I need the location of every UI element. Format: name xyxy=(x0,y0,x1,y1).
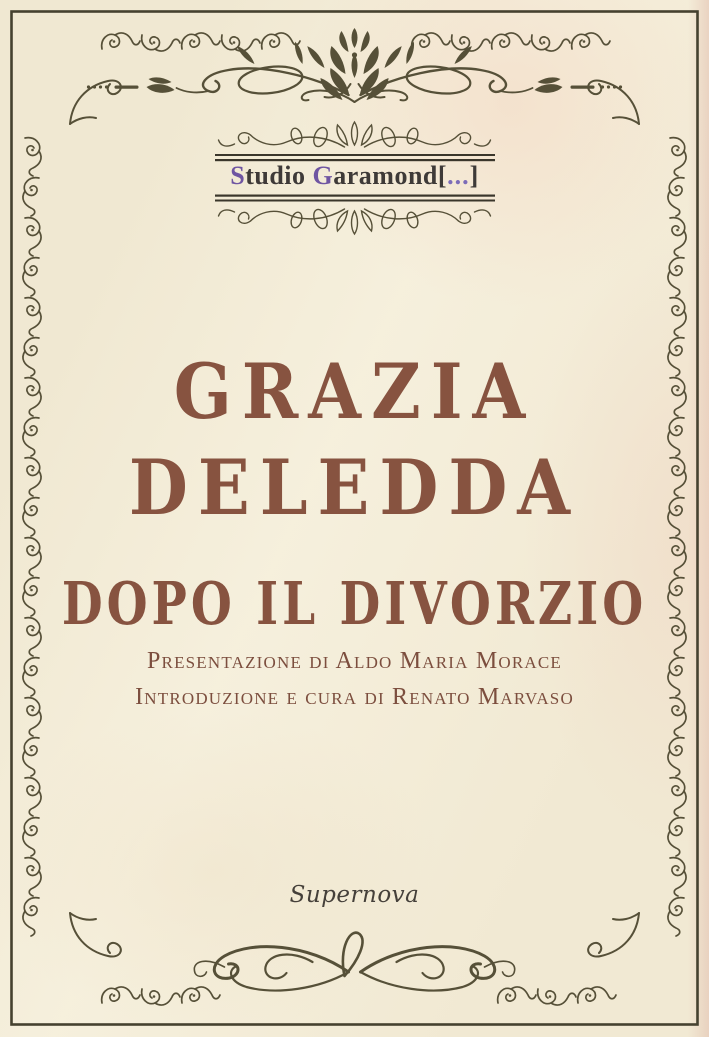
presentation-credit: Presentazione di Aldo Maria Morace xyxy=(146,648,562,674)
author-line-2: DELEDDA xyxy=(128,443,581,534)
publisher-initial-g: G xyxy=(312,161,334,190)
ellipsis-dots: ... xyxy=(447,161,470,190)
introduction-credit: Introduzione e cura di Renato Marvaso xyxy=(135,684,574,710)
publisher-name xyxy=(0,161,709,191)
book-title: DOPO IL DIVORZIO xyxy=(61,570,648,639)
publisher-name-part: tudio xyxy=(245,161,313,190)
publisher-name-part: aramond xyxy=(333,161,438,190)
author-line-1: GRAZIA xyxy=(173,347,536,437)
fleuron-crown-icon xyxy=(302,28,408,102)
calligraphic-swash-icon xyxy=(194,933,514,991)
bracket-open: [ xyxy=(437,161,448,190)
publisher-initial-s: S xyxy=(230,161,246,190)
bracket-close: ] xyxy=(469,161,479,190)
author-name xyxy=(0,344,709,537)
imprint-name: Supernova xyxy=(289,882,420,908)
